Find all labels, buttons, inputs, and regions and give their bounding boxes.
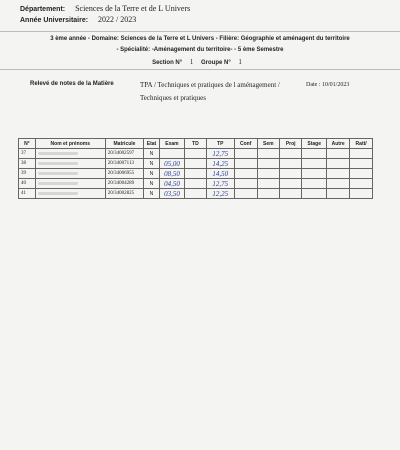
divider — [0, 69, 400, 70]
row-conf — [234, 179, 257, 189]
redacted-name — [38, 162, 78, 165]
table-row — [19, 169, 373, 179]
row-conf — [234, 159, 257, 169]
row-proj — [280, 179, 302, 189]
departement-line — [20, 4, 190, 13]
row-stage — [302, 159, 327, 169]
row-ratt — [350, 179, 373, 189]
col-autre: Autre — [327, 139, 350, 149]
col-num: N° — [19, 139, 36, 149]
row-tp: 14,25 — [206, 159, 234, 169]
row-exam — [159, 149, 184, 159]
row-autre — [327, 159, 350, 169]
row-exam: 04,50 — [159, 179, 184, 189]
row-td — [185, 169, 206, 179]
divider — [0, 31, 400, 32]
row-matricule: 20/34004289 — [105, 179, 143, 189]
row-sem — [257, 149, 279, 159]
col-sem: Sem — [257, 139, 279, 149]
row-etat: N — [144, 179, 160, 189]
row-proj — [280, 169, 302, 179]
row-conf — [234, 169, 257, 179]
row-nom — [35, 149, 105, 159]
departement-value: Sciences de la Terre et de L Univers — [75, 4, 191, 13]
row-nom — [35, 159, 105, 169]
row-nom — [35, 189, 105, 199]
row-ratt — [350, 169, 373, 179]
notes-table — [18, 138, 373, 199]
row-nom — [35, 169, 105, 179]
row-num: 38 — [19, 159, 36, 169]
row-tp: 12,75 — [206, 179, 234, 189]
redacted-name — [38, 172, 78, 175]
col-etat: Etat — [144, 139, 160, 149]
row-stage — [302, 149, 327, 159]
matiere-name: TPA / Techniques et pratiques de l aménagement / Techniques et pratiques — [140, 81, 280, 102]
row-autre — [327, 149, 350, 159]
row-autre — [327, 189, 350, 199]
row-proj — [280, 149, 302, 159]
groupe-value: 1 — [238, 58, 242, 66]
row-etat: N — [144, 149, 160, 159]
row-tp: 12,25 — [206, 189, 234, 199]
table-row — [19, 159, 373, 169]
table-row — [19, 179, 373, 189]
redacted-name — [38, 152, 78, 155]
section-groupe-line — [0, 58, 400, 66]
row-ratt — [350, 189, 373, 199]
row-autre — [327, 169, 350, 179]
row-num: 39 — [19, 169, 36, 179]
row-etat: N — [144, 189, 160, 199]
row-etat: N — [144, 169, 160, 179]
row-sem — [257, 179, 279, 189]
row-matricule: 20/34002825 — [105, 189, 143, 199]
row-td — [185, 189, 206, 199]
col-conf: Conf — [234, 139, 257, 149]
row-num: 41 — [19, 189, 36, 199]
annee-value: 2022 / 2023 — [98, 15, 137, 24]
releve-label: Relevé de notes de la Matière — [30, 81, 114, 87]
row-td — [185, 149, 206, 159]
annee-label: Année Universitaire: — [20, 17, 89, 24]
row-conf — [234, 189, 257, 199]
col-proj: Proj — [280, 139, 302, 149]
row-stage — [302, 179, 327, 189]
row-conf — [234, 149, 257, 159]
releve-date: Date : 10/01/2023 — [306, 82, 350, 88]
row-tp: 14,50 — [206, 169, 234, 179]
specialite-line: - Spécialité: -Aménagement du territoire- - 5 ème Semestre — [116, 47, 284, 53]
row-matricule: 20/34002597 — [105, 149, 143, 159]
col-ratt: Ratt/ — [350, 139, 373, 149]
col-stage: Stage — [302, 139, 327, 149]
row-sem — [257, 169, 279, 179]
row-num: 37 — [19, 149, 36, 159]
row-etat: N — [144, 159, 160, 169]
table-row — [19, 189, 373, 199]
row-ratt — [350, 149, 373, 159]
row-stage — [302, 189, 327, 199]
row-ratt — [350, 159, 373, 169]
col-td: TD — [185, 139, 206, 149]
row-sem — [257, 189, 279, 199]
annee-line — [20, 15, 136, 24]
row-proj — [280, 189, 302, 199]
row-autre — [327, 179, 350, 189]
row-td — [185, 179, 206, 189]
section-value: 1 — [189, 58, 194, 66]
col-tp: TP — [206, 139, 234, 149]
row-exam: 03,50 — [159, 189, 184, 199]
row-nom — [35, 179, 105, 189]
row-tp: 12,75 — [206, 149, 234, 159]
redacted-name — [38, 182, 78, 185]
col-nom: Nom et prénoms — [35, 139, 105, 149]
groupe-label: Groupe N° — [201, 60, 231, 66]
row-proj — [280, 159, 302, 169]
row-exam: 05,00 — [159, 159, 184, 169]
row-exam: 08,50 — [159, 169, 184, 179]
row-matricule: 20/34006955 — [105, 169, 143, 179]
row-stage — [302, 169, 327, 179]
table-row — [19, 149, 373, 159]
row-num: 40 — [19, 179, 36, 189]
redacted-name — [38, 192, 78, 195]
departement-label: Département: — [20, 6, 66, 13]
row-matricule: 20/34007113 — [105, 159, 143, 169]
row-td — [185, 159, 206, 169]
section-label: Section N° — [152, 60, 183, 66]
col-exam: Exam — [159, 139, 184, 149]
table-header-row — [19, 139, 373, 149]
domaine-line: 3 ème année - Domaine: Sciences de la Terre et L Univers - Filière: Géographie et aménagent du territoire — [50, 36, 350, 42]
col-matricule: Matricule — [105, 139, 143, 149]
row-sem — [257, 159, 279, 169]
